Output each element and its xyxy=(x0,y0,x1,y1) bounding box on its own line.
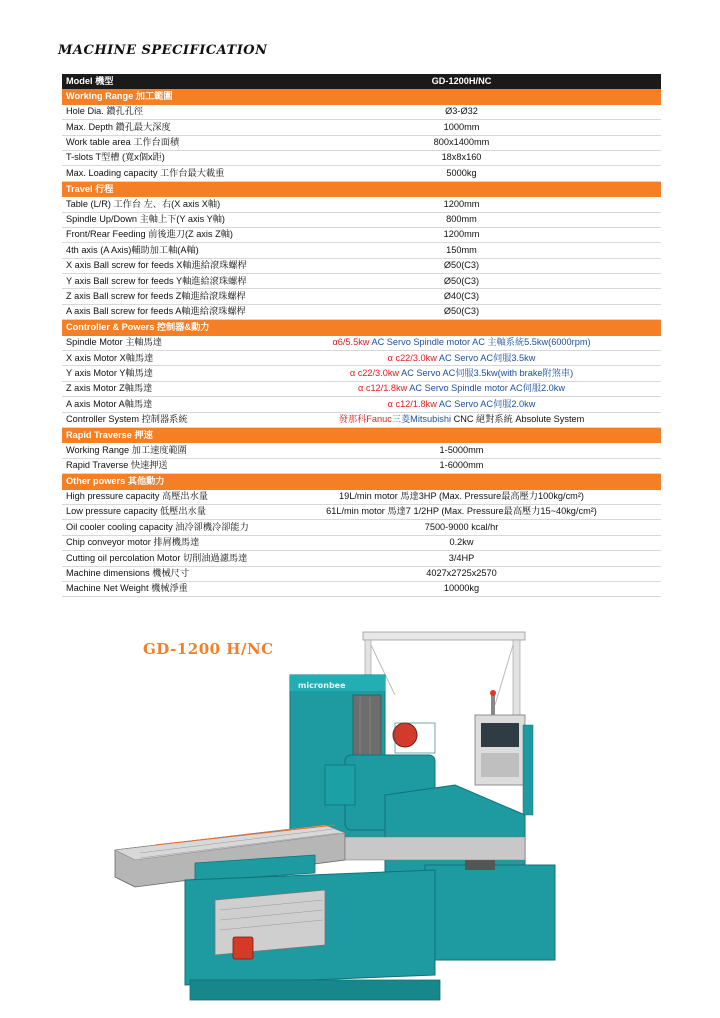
control-panel xyxy=(475,690,533,815)
spec-value xyxy=(262,397,661,412)
spec-value-part: AC Servo Spindle motor AC 主軸系統5.5kw(6000rpm) xyxy=(369,337,591,348)
section-header xyxy=(62,474,661,489)
spec-value-part: α c12/1.8kw xyxy=(387,398,437,409)
spec-label: Front/Rear Feeding 前後進刀(Z axis Z軸) xyxy=(66,229,233,240)
spec-value: 5000kg xyxy=(446,167,477,178)
spec-row xyxy=(62,151,661,166)
section-header xyxy=(62,320,661,335)
spec-row xyxy=(62,382,661,397)
machine-brand-label: micronbee xyxy=(298,681,346,690)
spec-value xyxy=(262,351,661,366)
spec-label: Max. Depth 鑽孔最大深度 xyxy=(66,121,171,132)
spec-row xyxy=(62,520,661,535)
model-label: Model 機型 xyxy=(66,76,114,86)
spec-value: 1-5000mm xyxy=(439,444,484,455)
section-header xyxy=(62,428,661,443)
spec-value xyxy=(262,366,661,381)
spec-value-part: 發那科Fanuc xyxy=(338,414,392,425)
spec-value-part: AC Servo AC伺服3.5kw(with brake附煞車) xyxy=(399,367,574,378)
spec-row xyxy=(62,289,661,304)
spec-label: Machine dimensions 機械尺寸 xyxy=(66,568,190,578)
spec-value-part: α6/5.5kw xyxy=(332,337,370,348)
spec-row xyxy=(62,120,661,135)
spec-table xyxy=(62,74,661,597)
spec-value: 7500-9000 kcal/hr xyxy=(424,521,499,532)
spec-row xyxy=(62,443,661,458)
spec-label: Z axis Ball screw for feeds Z軸進給滾珠螺桿 xyxy=(66,290,246,301)
section-title: Controller & Powers 控制器&動力 xyxy=(66,322,210,333)
spec-label: A axis Motor A軸馬達 xyxy=(66,398,153,409)
spec-row xyxy=(62,305,661,320)
section-header xyxy=(62,89,661,104)
spec-value: Ø3-Ø32 xyxy=(445,106,478,117)
spec-label: Chip conveyor motor 排屑機馬達 xyxy=(66,537,200,548)
spec-row xyxy=(62,490,661,505)
spec-value: 3/4HP xyxy=(448,552,475,563)
spec-value xyxy=(262,381,661,396)
page-title: MACHINE SPECIFICATION xyxy=(58,43,268,58)
spec-row xyxy=(62,582,661,597)
spec-value: 4027x2725x2570 xyxy=(426,568,497,578)
spec-row xyxy=(62,567,661,582)
spec-row xyxy=(62,228,661,243)
spec-row xyxy=(62,213,661,228)
spec-label: X axis Motor X軸馬達 xyxy=(66,352,154,363)
spec-label: Machine Net Weight 機械淨重 xyxy=(66,583,188,594)
product-title: GD-1200 H/NC xyxy=(143,640,274,658)
spec-label: T-slots T型槽 (寬x個x距) xyxy=(66,152,165,163)
spec-label: Hole Dia. 鑽孔孔徑 xyxy=(66,106,144,117)
spec-value: 10000kg xyxy=(443,583,480,594)
spec-value-part: α c22/3.0kw xyxy=(349,367,400,378)
spec-label: Table (L/R) 工作台 左、右(X axis X軸) xyxy=(66,198,221,209)
spec-label: Max. Loading capacity 工作台最大載重 xyxy=(66,167,225,178)
spec-value xyxy=(262,335,661,350)
spec-value-part: AC Servo AC伺服3.5kw xyxy=(436,352,536,363)
spec-row xyxy=(62,366,661,381)
spec-label: Cutting oil percolation Motor 切削油過濾馬達 xyxy=(66,552,248,563)
spec-row xyxy=(62,166,661,181)
spec-value: 800mm xyxy=(446,214,477,225)
spec-row xyxy=(62,459,661,474)
spec-value: 1200mm xyxy=(443,229,480,240)
spec-value: 1000mm xyxy=(443,121,480,132)
spec-value: 1-6000mm xyxy=(439,460,484,471)
spec-label: X axis Ball screw for feeds X軸進給滾珠螺桿 xyxy=(66,260,247,271)
spec-row xyxy=(62,105,661,120)
spec-row xyxy=(62,136,661,151)
spec-row xyxy=(62,536,661,551)
spec-value: Ø50(C3) xyxy=(443,275,480,286)
spec-label: Y axis Ball screw for feeds Y軸進給滾珠螺桿 xyxy=(66,275,247,286)
spec-value: Ø40(C3) xyxy=(443,290,480,301)
spec-row xyxy=(62,551,661,566)
spec-value-part: CNC 絕對系統 Absolute System xyxy=(451,414,585,425)
section-title: Other powers 其他動力 xyxy=(66,476,165,487)
spec-label: Oil cooler cooling capacity 油冷卻機冷卻能力 xyxy=(66,521,249,532)
spec-row xyxy=(62,351,661,366)
spec-label: Rapid Traverse 快速押送 xyxy=(66,460,168,471)
section-title: Working Range 加工範圍 xyxy=(66,91,173,102)
spec-row xyxy=(62,397,661,412)
spec-row xyxy=(62,413,661,428)
spec-row xyxy=(62,336,661,351)
spec-value: 61L/min motor 馬達7 1/2HP (Max. Pressure最高壓力15~40kg/cm²) xyxy=(326,506,597,517)
spec-value-part: AC Servo AC伺服2.0kw xyxy=(436,398,536,409)
spec-label: Y axis Motor Y軸馬達 xyxy=(66,367,153,378)
spec-row xyxy=(62,259,661,274)
model-value: GD-1200H/NC xyxy=(431,76,492,86)
spec-value: 800x1400mm xyxy=(433,137,490,148)
spec-label: Controller System 控制器系統 xyxy=(66,414,188,425)
spec-row xyxy=(62,505,661,520)
spec-label: Work table area 工作台面積 xyxy=(66,137,180,148)
model-row xyxy=(62,74,661,89)
spec-value: Ø50(C3) xyxy=(443,260,480,271)
spec-value: 0.2kw xyxy=(449,537,474,548)
spec-value-part: 三菱Mitsubishi xyxy=(391,414,452,425)
spec-value: 150mm xyxy=(446,244,477,255)
machine-illustration xyxy=(95,615,605,1010)
spec-value xyxy=(262,412,661,427)
table-saddle xyxy=(185,870,440,1000)
spec-label: High pressure capacity 高壓出水量 xyxy=(66,491,208,502)
spec-label: Low pressure capacity 低壓出水量 xyxy=(66,506,206,517)
section-title: Rapid Traverse 押速 xyxy=(66,429,153,440)
section-title: Travel 行程 xyxy=(66,183,114,194)
spec-row xyxy=(62,243,661,258)
spec-value-part: AC Servo Spindle motor AC伺服2.0kw xyxy=(407,383,566,394)
spec-value-part: α c22/3.0kw xyxy=(387,352,437,363)
spec-row xyxy=(62,197,661,212)
spec-label: Spindle Up/Down 主軸上下(Y axis Y軸) xyxy=(66,214,225,225)
spec-label: Spindle Motor 主軸馬達 xyxy=(66,337,162,348)
spec-label: A axis Ball screw for feeds A軸進給滾珠螺桿 xyxy=(66,306,246,317)
spec-label: Working Range 加工速度範圍 xyxy=(66,444,187,455)
spec-value: Ø50(C3) xyxy=(443,306,480,317)
spec-label: Z axis Motor Z軸馬達 xyxy=(66,383,153,394)
spec-value: 1200mm xyxy=(443,198,480,209)
spec-label: 4th axis (A Axis)輔助加工軸(A軸) xyxy=(66,244,199,255)
spec-value-part: α c12/1.8kw xyxy=(357,383,408,394)
section-header xyxy=(62,182,661,197)
spec-value: 19L/min motor 馬達3HP (Max. Pressure最高壓力100kg/cm²) xyxy=(339,491,584,502)
spec-value: 18x8x160 xyxy=(441,152,482,163)
spec-row xyxy=(62,274,661,289)
